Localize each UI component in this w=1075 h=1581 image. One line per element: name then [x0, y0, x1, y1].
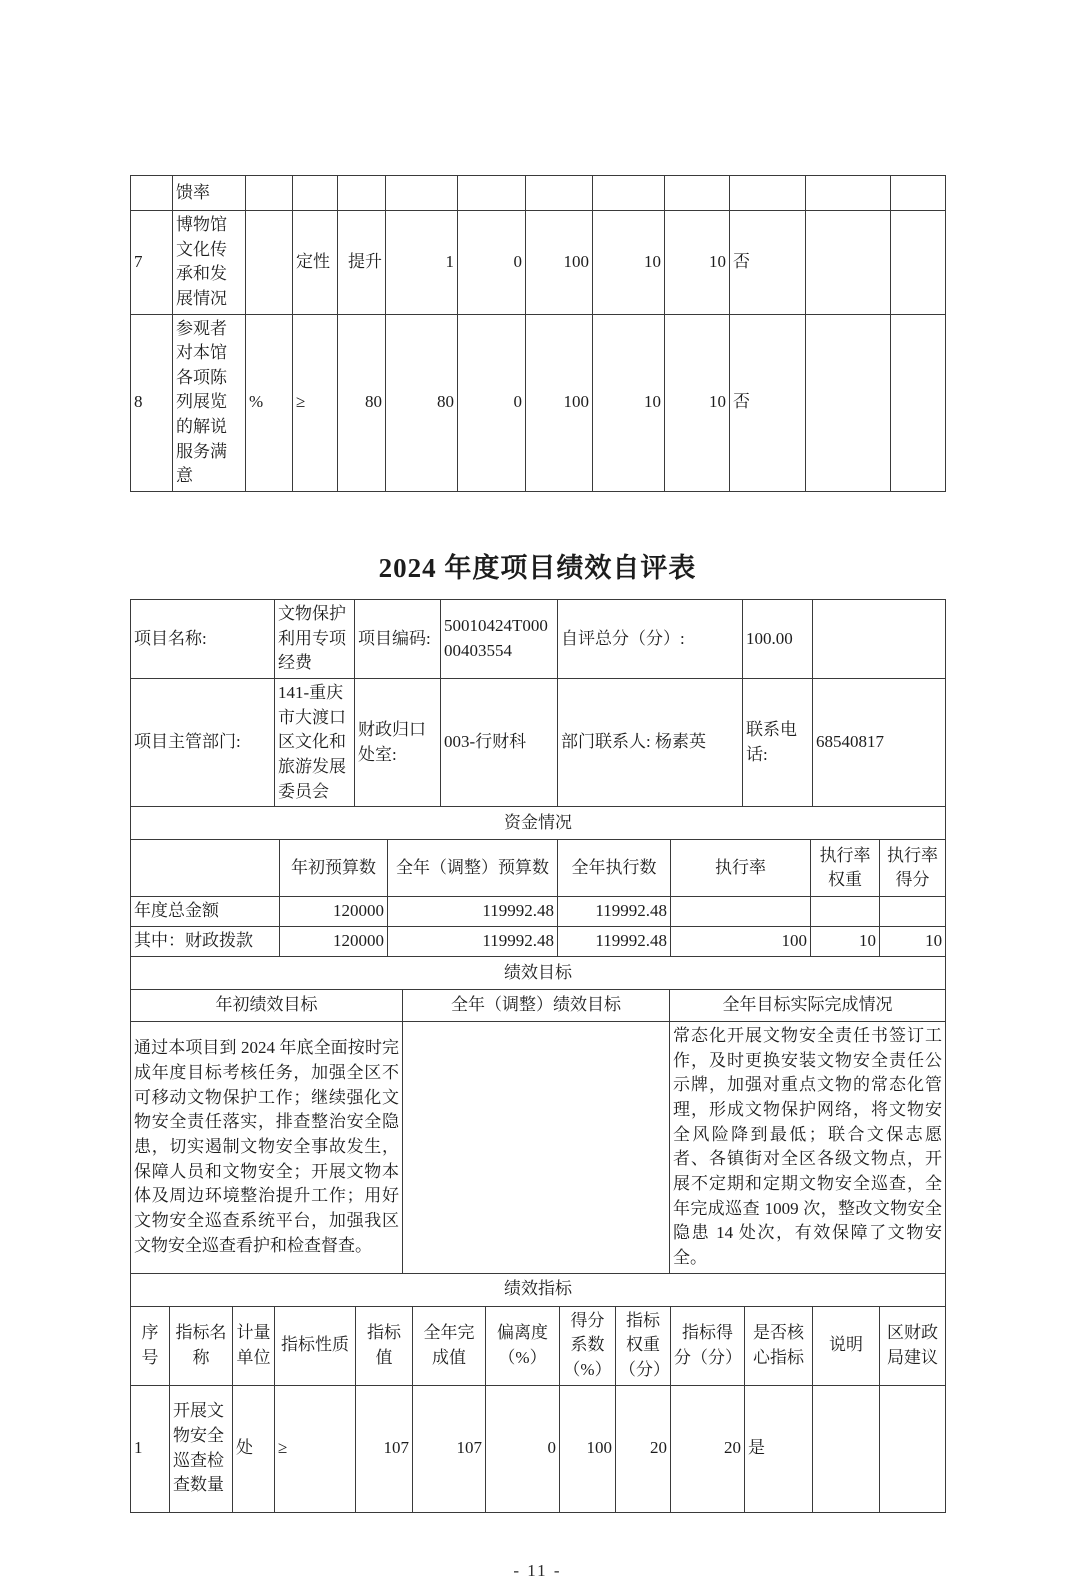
column-header: 全年完成值 — [413, 1306, 486, 1385]
table-cell — [458, 176, 526, 211]
table-cell — [131, 176, 173, 211]
table-row — [131, 807, 946, 840]
column-header: 执行率 — [671, 840, 811, 897]
table-cell — [593, 176, 665, 211]
table-row — [131, 840, 946, 897]
table-cell — [671, 897, 811, 927]
table-cell: 20 — [671, 1385, 745, 1512]
column-header: 说明 — [813, 1306, 880, 1385]
column-header: 全年（调整）预算数 — [388, 840, 558, 897]
table-cell — [811, 897, 880, 927]
column-header: 年初预算数 — [280, 840, 388, 897]
self-score-label: 自评总分（分）: — [558, 600, 743, 679]
table-cell: 1 — [131, 1385, 170, 1512]
table-cell: 10 — [811, 927, 880, 957]
table-cell — [891, 176, 946, 211]
table-cell — [293, 176, 338, 211]
column-header: 指标得分（分） — [671, 1306, 745, 1385]
document-page — [130, 175, 945, 1581]
table-row — [131, 990, 946, 1022]
column-header — [131, 840, 280, 897]
table-cell: 开展文物安全巡查检查数量 — [170, 1385, 233, 1512]
table-cell: 120000 — [280, 897, 388, 927]
project-name-label: 项目名称: — [131, 600, 275, 679]
table-cell: 参观者对本馆各项陈列展览的解说服务满意 — [173, 314, 246, 491]
project-info-table — [130, 599, 946, 807]
goals-section-title: 绩效目标 — [131, 957, 946, 990]
column-header: 执行率权重 — [811, 840, 880, 897]
table-row — [131, 1273, 946, 1306]
table-cell: 否 — [730, 314, 806, 491]
table-cell: 107 — [356, 1385, 413, 1512]
table-cell — [813, 600, 946, 679]
table-cell: 100 — [526, 314, 593, 491]
table-cell: 0 — [486, 1385, 560, 1512]
table-cell — [806, 211, 891, 315]
table-cell: 10 — [593, 314, 665, 491]
table-cell: 10 — [665, 314, 730, 491]
table-row — [131, 678, 946, 806]
column-header: 偏离度（%） — [486, 1306, 560, 1385]
table-cell: 100 — [560, 1385, 616, 1512]
table-cell — [880, 897, 946, 927]
table-cell — [526, 176, 593, 211]
column-header: 指标值 — [356, 1306, 413, 1385]
table-cell: 10 — [665, 211, 730, 315]
table-cell — [246, 176, 293, 211]
table-cell — [246, 211, 293, 315]
table-cell: 100 — [526, 211, 593, 315]
table-cell: 10 — [593, 211, 665, 315]
table-cell: 80 — [338, 314, 386, 491]
table-cell: ≥ — [275, 1385, 356, 1512]
table-row — [131, 211, 946, 315]
contact-person: 部门联系人: 杨素英 — [558, 678, 743, 806]
table-cell: 119992.48 — [388, 897, 558, 927]
table-cell: 20 — [616, 1385, 671, 1512]
table-cell: % — [246, 314, 293, 491]
table-cell: 馈率 — [173, 176, 246, 211]
table-cell — [806, 314, 891, 491]
actual-completion-text: 常态化开展文物安全责任书签订工作，及时更换安装文物安全责任公示牌，加强对重点文物的常态化管理，形成文物保护网络，将文物安全风险降到最低；联合文保志愿者、各镇街对全区各级文物点，开展不定期和定期文物安全巡查，全年完成巡查 1009 次，整改文物安全隐患 14 处次，有效保障了文物安全。 — [670, 1022, 946, 1273]
row-label: 其中：财政拨款 — [131, 927, 280, 957]
column-header: 序号 — [131, 1306, 170, 1385]
table-cell: 是 — [745, 1385, 813, 1512]
table-cell: 8 — [131, 314, 173, 491]
self-score-value: 100.00 — [743, 600, 813, 679]
carryover-indicator-table — [130, 175, 946, 492]
table-row — [131, 314, 946, 491]
table-cell: ≥ — [293, 314, 338, 491]
funding-table — [130, 806, 946, 957]
table-cell: 处 — [233, 1385, 275, 1512]
table-row — [131, 957, 946, 990]
table-cell — [665, 176, 730, 211]
phone-value: 68540817 — [813, 678, 946, 806]
phone-label: 联系电话: — [743, 678, 813, 806]
performance-indicators-table — [130, 1273, 946, 1513]
table-row — [131, 1385, 946, 1512]
page-number: - 11 - — [513, 1560, 562, 1580]
project-code-label: 项目编码: — [355, 600, 441, 679]
project-code-value: 50010424T00000403554 — [441, 600, 558, 679]
table-cell — [338, 176, 386, 211]
column-header: 指标权重（分） — [616, 1306, 671, 1385]
table-cell: 否 — [730, 211, 806, 315]
table-cell: 100 — [671, 927, 811, 957]
table-cell — [730, 176, 806, 211]
performance-goals-table — [130, 956, 946, 1273]
column-header: 指标名称 — [170, 1306, 233, 1385]
table-cell: 10 — [880, 927, 946, 957]
table-row — [131, 927, 946, 957]
table-cell: 80 — [386, 314, 458, 491]
dept-label: 项目主管部门: — [131, 678, 275, 806]
table-cell: 博物馆文化传承和发展情况 — [173, 211, 246, 315]
finance-office-value: 003-行财科 — [441, 678, 558, 806]
table-cell — [813, 1385, 880, 1512]
funding-section-title: 资金情况 — [131, 807, 946, 840]
column-header: 指标性质 — [275, 1306, 356, 1385]
column-header: 执行率得分 — [880, 840, 946, 897]
initial-goal-text: 通过本项目到 2024 年底全面按时完成年度目标考核任务，加强全区不可移动文物保护工作；继续强化文物安全责任落实，排查整治安全隐患，切实遏制文物安全事故发生，保障人员和文物安全；开展文物本体及周边环境整治提升工作；用好文物安全巡查系统平台，加强我区文物安全巡查看护和检查督查。 — [131, 1022, 403, 1273]
table-cell: 119992.48 — [558, 897, 671, 927]
finance-office-label: 财政归口处室: — [355, 678, 441, 806]
table-cell: 7 — [131, 211, 173, 315]
table-cell — [891, 314, 946, 491]
column-header: 全年目标实际完成情况 — [670, 990, 946, 1022]
table-row — [131, 897, 946, 927]
table-cell: 0 — [458, 211, 526, 315]
table-row — [131, 1306, 946, 1385]
table-row — [131, 176, 946, 211]
page-title: 2024 年度项目绩效自评表 — [378, 553, 697, 584]
table-cell: 119992.48 — [558, 927, 671, 957]
row-label: 年度总金额 — [131, 897, 280, 927]
table-cell: 107 — [413, 1385, 486, 1512]
column-header: 年初绩效目标 — [131, 990, 403, 1022]
table-cell: 提升 — [338, 211, 386, 315]
column-header: 全年（调整）绩效目标 — [403, 990, 670, 1022]
column-header: 是否核心指标 — [745, 1306, 813, 1385]
column-header: 全年执行数 — [558, 840, 671, 897]
table-row — [131, 1022, 946, 1273]
table-cell — [386, 176, 458, 211]
project-name-value: 文物保护利用专项经费 — [275, 600, 355, 679]
table-row — [131, 600, 946, 679]
table-cell: 119992.48 — [388, 927, 558, 957]
indicators-section-title: 绩效指标 — [131, 1273, 946, 1306]
table-cell: 1 — [386, 211, 458, 315]
table-cell — [880, 1385, 946, 1512]
table-cell: 0 — [458, 314, 526, 491]
adjusted-goal-text — [403, 1022, 670, 1273]
column-header: 得分系数（%） — [560, 1306, 616, 1385]
dept-value: 141-重庆市大渡口区文化和旅游发展委员会 — [275, 678, 355, 806]
table-cell — [891, 211, 946, 315]
table-cell — [806, 176, 891, 211]
table-cell: 定性 — [293, 211, 338, 315]
table-cell: 120000 — [280, 927, 388, 957]
column-header: 计量单位 — [233, 1306, 275, 1385]
column-header: 区财政局建议 — [880, 1306, 946, 1385]
